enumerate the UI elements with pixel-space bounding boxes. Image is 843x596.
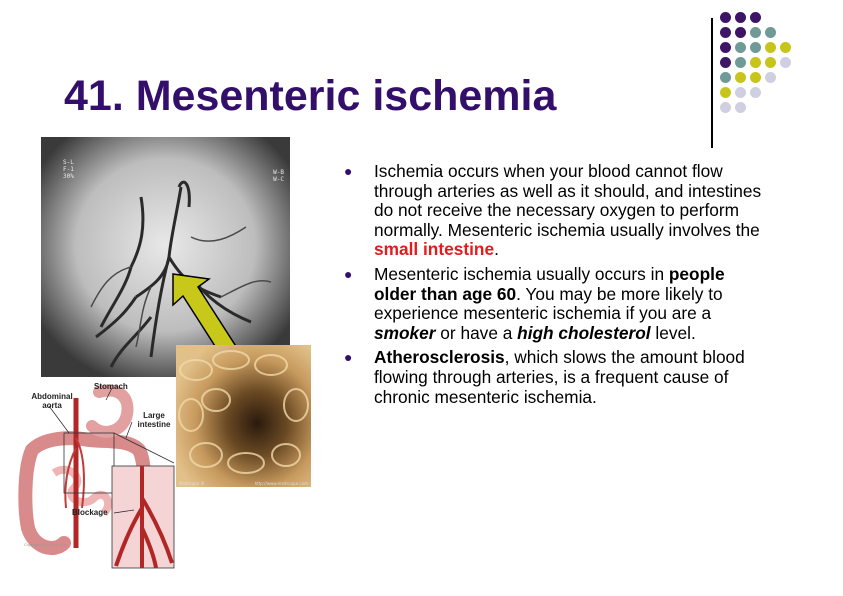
intestine-diagram: [14, 378, 176, 570]
bullet-text-run: people older than age 60: [374, 263, 725, 304]
label-stomach: Stomach: [94, 382, 128, 391]
decorative-dot: [765, 27, 776, 38]
decorative-dot: [720, 27, 731, 38]
decorative-dot: [750, 57, 761, 68]
bullet-list: [344, 162, 764, 412]
decorative-dot: [735, 102, 746, 113]
bullet-text-run: level.: [650, 322, 696, 343]
bullet-text-run: Mesenteric ischemia usually occurs in: [374, 263, 669, 284]
endoscopy-image: [176, 345, 311, 487]
label-abdominal-aorta: Abdominal aorta: [31, 392, 73, 410]
decorative-dot: [780, 57, 791, 68]
endoscopy-caption-right: http://www.medscape.com: [254, 481, 308, 486]
decorative-dot: [750, 27, 761, 38]
bullet-text-run: smoker: [374, 322, 436, 343]
decorative-dot: [720, 72, 731, 83]
decorative-dot: [735, 42, 746, 53]
diagram-copyright: Copyright 2005 A.D.A.M.: [24, 542, 69, 547]
decorative-dot: [765, 42, 776, 53]
bullet-text-run: Atherosclerosis: [374, 347, 505, 368]
bullet-text-run: .: [494, 239, 499, 260]
decorative-dot: [720, 102, 731, 113]
decorative-dot: [735, 87, 746, 98]
decorative-dot: [735, 72, 746, 83]
label-large-intestine: Large intestine: [137, 411, 171, 429]
bullet-text-run: high cholesterol: [517, 322, 651, 343]
angiogram-corner-left: S-L F-1 30%: [63, 159, 74, 180]
bullet-text-run: Ischemia occurs when your blood cannot flow through arteries as well as it should, and intestines do not receive the necessary oxygen to perform normally. Mesenteric ischemia usually involves the: [374, 161, 762, 240]
decorative-dot: [765, 72, 776, 83]
bullet-item: [344, 162, 764, 260]
decorative-dot: [735, 12, 746, 23]
bullet-dot-icon: ●: [344, 349, 353, 366]
decorative-dot: [780, 42, 791, 53]
bullet-item: [344, 348, 764, 407]
angiogram-corner-right: W-B W-C: [273, 169, 284, 183]
decorative-dot: [720, 87, 731, 98]
angiogram-image: [41, 137, 290, 377]
slide-title: 41. Mesenteric ischemia: [64, 72, 557, 120]
bullet-item: [344, 265, 764, 343]
decorative-vertical-line: [711, 18, 713, 148]
decorative-dot: [735, 57, 746, 68]
endoscopy-caption-left: Medscape ®: [179, 481, 205, 486]
bullet-dot-icon: ●: [344, 265, 353, 282]
bullet-dot-icon: ●: [344, 163, 353, 179]
decorative-dot: [750, 12, 761, 23]
label-blockage: Blockage: [72, 508, 108, 517]
decorative-dot: [735, 27, 746, 38]
decorative-dot: [765, 57, 776, 68]
bullet-text-run: , which slows the amount blood flowing through arteries, is a frequent cause of chronic mesenteric ischemia.: [374, 347, 745, 407]
bullet-text-run: small intestine: [374, 239, 495, 260]
decorative-dot: [750, 72, 761, 83]
decorative-dot: [720, 57, 731, 68]
decorative-dot: [750, 87, 761, 98]
decorative-dot: [720, 12, 731, 23]
decorative-dot: [750, 42, 761, 53]
decorative-dot: [720, 42, 731, 53]
bullet-text-run: or have a: [435, 322, 518, 343]
bullet-text-run: . You may be more likely to experience mesenteric ischemia if you are a: [374, 283, 723, 324]
